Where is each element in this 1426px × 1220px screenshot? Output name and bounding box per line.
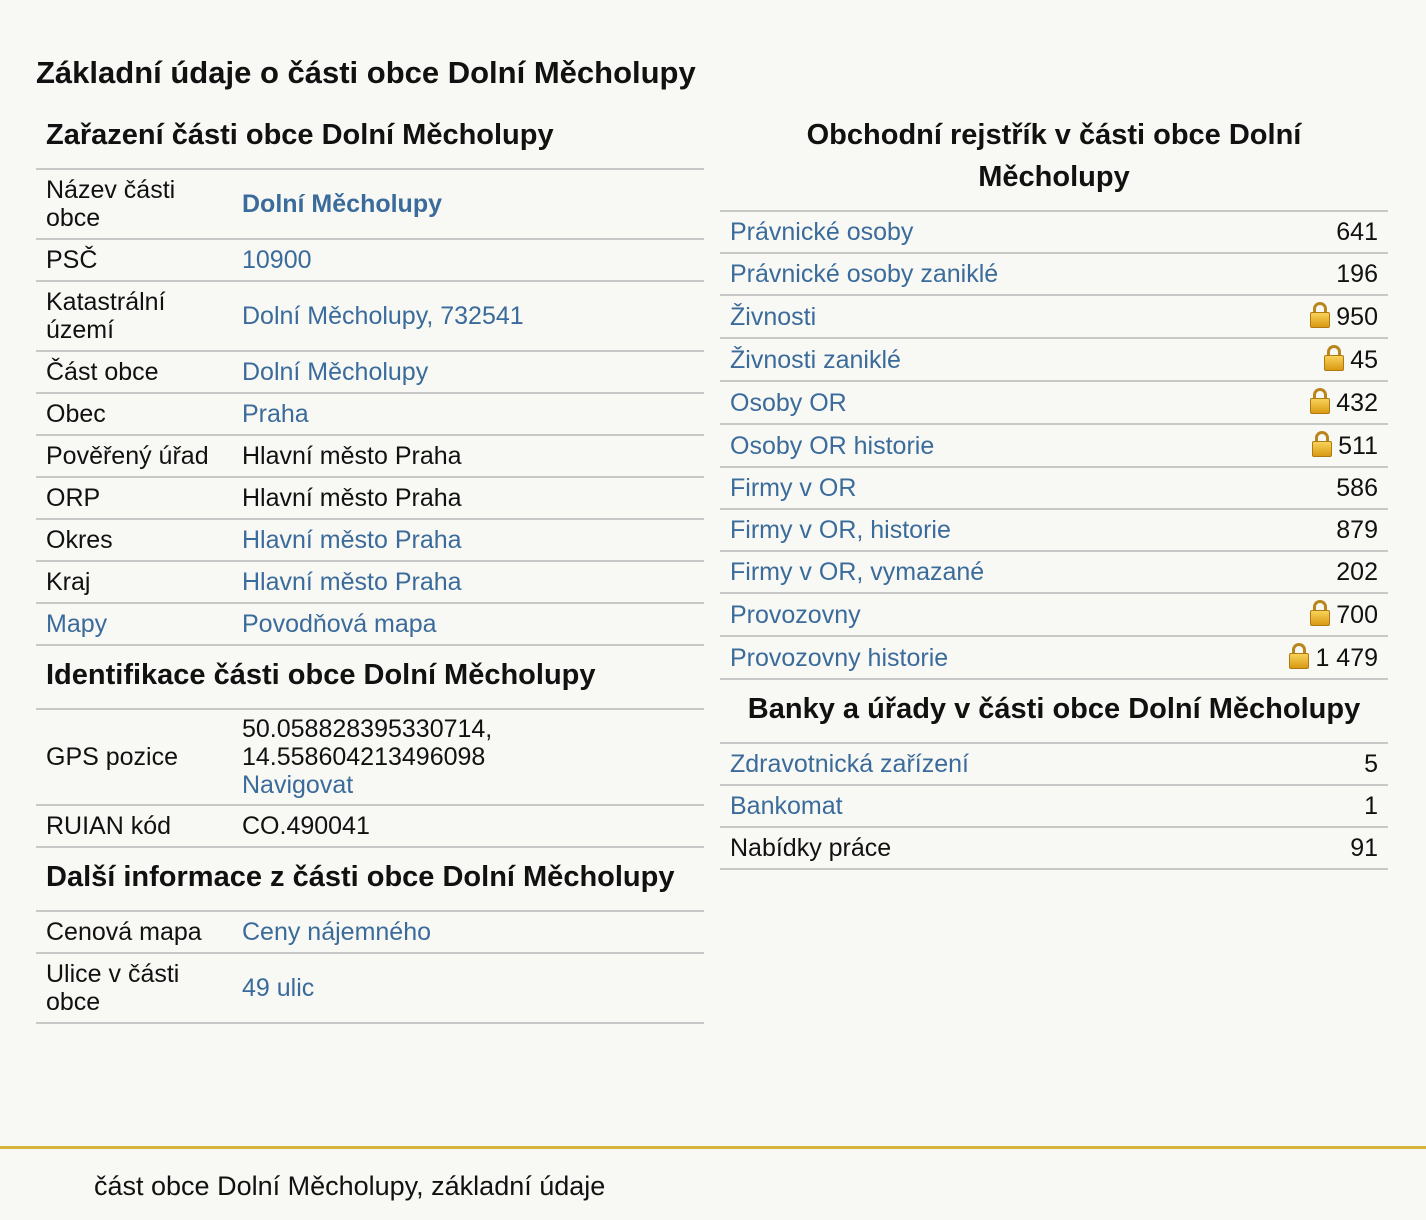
row-value-cell	[232, 239, 704, 281]
row-label-cell: Kraj	[36, 561, 232, 603]
dalsi-table	[36, 912, 704, 1024]
row-value-link[interactable]: Dolní Měcholupy, 732541	[242, 302, 524, 330]
row-label-cell: Cenová mapa	[36, 912, 232, 953]
table-row	[36, 393, 704, 435]
row-label-cell	[720, 509, 1205, 551]
row-label-link[interactable]: Osoby OR historie	[730, 431, 935, 460]
row-value-cell	[1205, 253, 1388, 295]
row-count: 950	[1336, 303, 1378, 331]
footer-divider	[0, 1146, 1426, 1149]
table-row	[36, 170, 704, 239]
row-label-cell: Nabídky práce	[720, 827, 1284, 869]
identifikace-table	[36, 710, 704, 848]
lock-icon	[1310, 302, 1330, 328]
row-value-cell: Hlavní město Praha	[232, 435, 704, 477]
table-row	[720, 744, 1388, 785]
row-label-cell: Část obce	[36, 351, 232, 393]
row-label-link[interactable]: Zdravotnická zařízení	[730, 750, 969, 778]
left-column	[36, 110, 704, 1024]
table-row	[36, 953, 704, 1023]
row-label-cell	[720, 338, 1205, 381]
lock-icon	[1310, 600, 1330, 626]
row-value-cell	[232, 393, 704, 435]
table-row	[36, 561, 704, 603]
table-row	[720, 424, 1388, 467]
row-value-link[interactable]: Povodňová mapa	[242, 610, 437, 638]
row-value-cell: Hlavní město Praha	[232, 477, 704, 519]
row-count: 586	[1336, 474, 1378, 502]
page-title: Základní údaje o části obce Dolní Měcholupy	[36, 55, 696, 90]
table-row	[720, 551, 1388, 593]
row-value-cell	[232, 561, 704, 603]
lock-icon	[1289, 643, 1309, 669]
row-label-link[interactable]: Živnosti zaniklé	[730, 345, 901, 374]
table-row	[36, 805, 704, 847]
row-label-cell	[720, 467, 1205, 509]
row-value-cell	[1205, 593, 1388, 636]
row-label-cell	[720, 785, 1284, 827]
row-value-cell	[1205, 551, 1388, 593]
row-label-cell: ORP	[36, 477, 232, 519]
table-row	[36, 239, 704, 281]
row-label-link[interactable]: Bankomat	[730, 792, 843, 820]
ruian-value: CO.490041	[232, 805, 704, 847]
table-row	[720, 467, 1388, 509]
zarazeni-table	[36, 170, 704, 646]
zarazeni-title: Zařazení části obce Dolní Měcholupy	[36, 110, 704, 170]
row-value-cell	[1205, 509, 1388, 551]
row-label-link[interactable]: Právnické osoby zaniklé	[730, 260, 999, 288]
row-value-link[interactable]: Hlavní město Praha	[242, 526, 462, 554]
row-label-link[interactable]: Provozovny historie	[730, 643, 949, 672]
row-label-cell: Pověřený úřad	[36, 435, 232, 477]
row-value-cell	[232, 351, 704, 393]
dalsi-title: Další informace z části obce Dolní Měcholupy	[36, 848, 704, 912]
row-label-link[interactable]: Mapy	[46, 610, 108, 638]
row-value-cell	[232, 170, 704, 239]
row-label-cell	[720, 424, 1205, 467]
row-value-link[interactable]: Praha	[242, 400, 309, 428]
row-value-link[interactable]: Dolní Měcholupy	[242, 358, 429, 386]
row-value-cell	[232, 953, 704, 1023]
row-count: 1 479	[1315, 644, 1378, 672]
table-row	[720, 827, 1388, 869]
table-row	[720, 381, 1388, 424]
row-value-cell	[232, 281, 704, 351]
table-row	[36, 603, 704, 645]
table-row	[720, 212, 1388, 253]
table-row	[36, 710, 704, 805]
gps-value	[232, 710, 704, 805]
row-count: 511	[1338, 432, 1378, 460]
row-label-cell	[36, 603, 232, 645]
row-label-link[interactable]: Právnické osoby	[730, 218, 914, 246]
row-count: 91	[1284, 827, 1388, 869]
row-label-link[interactable]: Firmy v OR, vymazané	[730, 558, 985, 586]
row-label-link[interactable]: Osoby OR	[730, 388, 847, 417]
row-label-cell: Ulice v části obce	[36, 953, 232, 1023]
row-value-link[interactable]: 10900	[242, 246, 312, 274]
row-count: 45	[1350, 346, 1378, 374]
navigate-link[interactable]: Navigovat	[242, 771, 354, 799]
row-label-cell	[720, 551, 1205, 593]
table-row	[36, 912, 704, 953]
row-value-cell	[1205, 212, 1388, 253]
row-label-cell	[720, 636, 1205, 679]
row-count: 432	[1336, 389, 1378, 417]
row-label-cell: Název části obce	[36, 170, 232, 239]
row-value-link[interactable]: Ceny nájemného	[242, 918, 432, 946]
row-count: 1	[1284, 785, 1388, 827]
table-row	[720, 509, 1388, 551]
row-value-cell	[232, 912, 704, 953]
row-label-link[interactable]: Živnosti	[730, 302, 817, 331]
table-row	[36, 519, 704, 561]
table-row	[720, 636, 1388, 679]
row-label-cell	[720, 744, 1284, 785]
table-row	[720, 253, 1388, 295]
row-label-cell	[720, 593, 1205, 636]
table-row	[720, 295, 1388, 338]
row-label-link[interactable]: Firmy v OR	[730, 474, 857, 502]
gps-lat: 50.058828395330714,	[242, 715, 493, 743]
row-label-cell	[720, 381, 1205, 424]
row-label-cell: PSČ	[36, 239, 232, 281]
lock-icon	[1310, 388, 1330, 414]
row-value-link[interactable]: 49 ulic	[242, 974, 315, 1002]
footer-text: část obce Dolní Měcholupy, základní údaje	[94, 1171, 606, 1201]
row-label-link[interactable]: Firmy v OR, historie	[730, 516, 951, 544]
table-row	[36, 281, 704, 351]
row-label-cell: Obec	[36, 393, 232, 435]
rejstrik-title: Obchodní rejstřík v části obce Dolní Měcholupy	[720, 110, 1388, 212]
table-row	[36, 435, 704, 477]
row-value-cell	[1205, 338, 1388, 381]
row-count: 641	[1336, 218, 1378, 246]
row-count: 879	[1336, 516, 1378, 544]
row-value-cell	[232, 603, 704, 645]
row-label-cell: Okres	[36, 519, 232, 561]
row-count: 202	[1336, 558, 1378, 586]
lock-icon	[1324, 345, 1344, 371]
row-value-cell	[232, 519, 704, 561]
row-label-link[interactable]: Provozovny	[730, 600, 861, 629]
table-row	[720, 785, 1388, 827]
row-count: 5	[1284, 744, 1388, 785]
row-count: 196	[1336, 260, 1378, 288]
row-value-cell	[1205, 467, 1388, 509]
table-row	[36, 351, 704, 393]
gps-label: GPS pozice	[36, 710, 232, 805]
row-value-cell	[1205, 295, 1388, 338]
right-column	[720, 110, 1388, 870]
table-row	[720, 338, 1388, 381]
gps-lon: 14.558604213496098	[242, 743, 486, 771]
lock-icon	[1312, 431, 1332, 457]
row-label-cell: Katastrální území	[36, 281, 232, 351]
row-value-cell	[1205, 636, 1388, 679]
row-label-cell	[720, 295, 1205, 338]
row-value-cell	[1205, 381, 1388, 424]
row-value-link[interactable]: Hlavní město Praha	[242, 568, 462, 596]
table-row	[720, 593, 1388, 636]
rejstrik-table	[720, 212, 1388, 680]
identifikace-title: Identifikace části obce Dolní Měcholupy	[36, 646, 704, 710]
row-label-cell	[720, 253, 1205, 295]
row-label-cell	[720, 212, 1205, 253]
table-row	[36, 477, 704, 519]
ruian-label: RUIAN kód	[36, 805, 232, 847]
row-value-cell	[1205, 424, 1388, 467]
row-count: 700	[1336, 601, 1378, 629]
row-value-link[interactable]: Dolní Měcholupy	[242, 190, 442, 218]
banky-table	[720, 744, 1388, 870]
banky-title: Banky a úřady v části obce Dolní Měcholupy	[720, 680, 1388, 744]
